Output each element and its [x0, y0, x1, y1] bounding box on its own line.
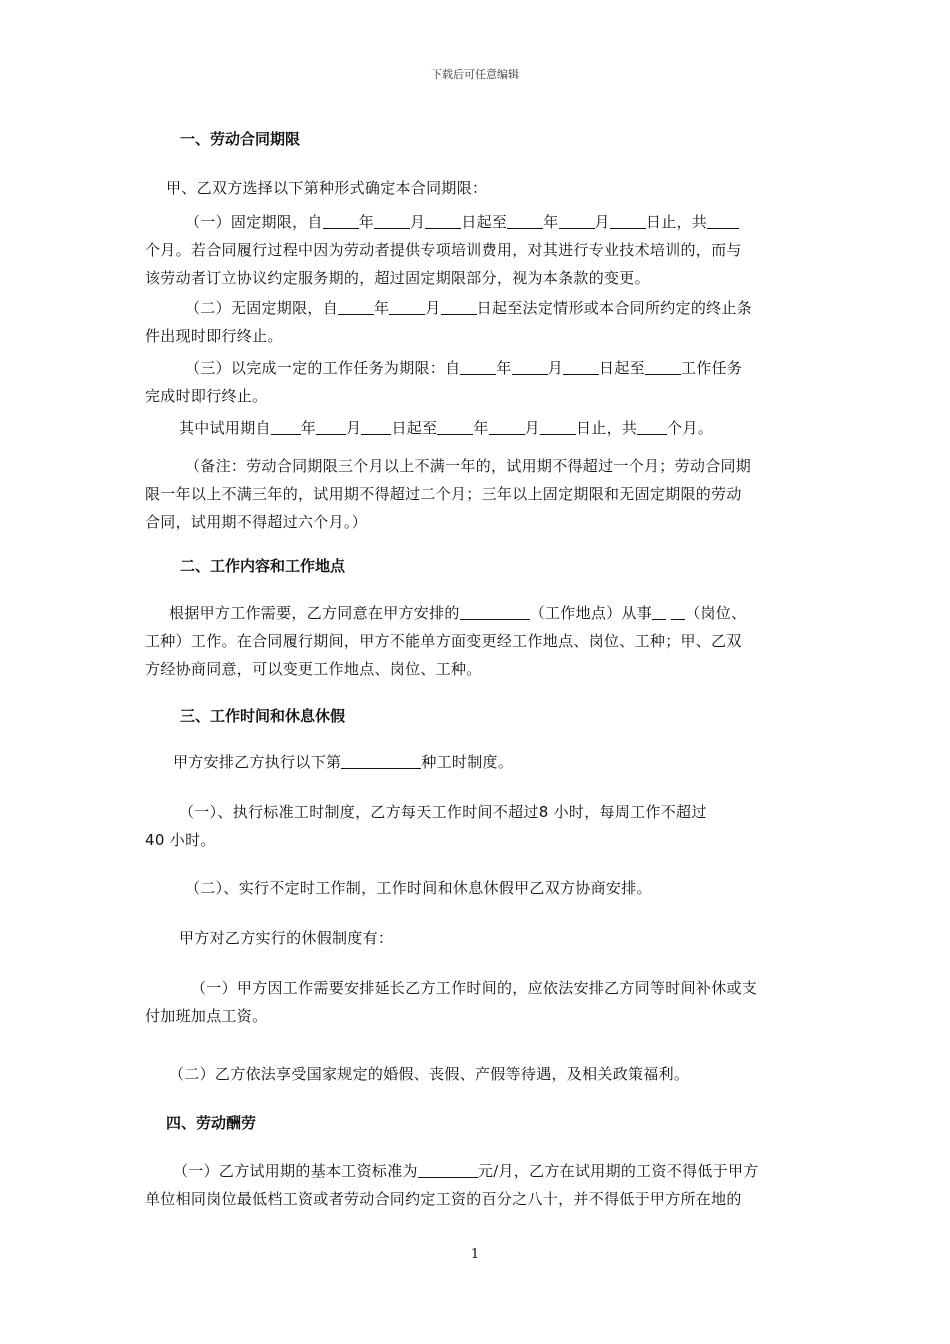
header-note: 下载后可任意编辑: [431, 68, 519, 81]
page-number: 1: [470, 1247, 480, 1262]
blank-field: [489, 419, 525, 435]
blank-field: [460, 604, 530, 620]
s3-intro: 甲方安排乙方执行以下第 种工时制度。: [173, 753, 514, 771]
blank-field: [645, 359, 681, 375]
s4-paragraph: （一）乙方试用期的基本工资标准为 元/月，乙方在试用期的工资不得低于甲方 单位相同岗位最低档工资或者劳动合同约定工资的百分之八十，并不得低于甲方所在地的: [145, 1162, 759, 1208]
s1-probation: 其中试用期自 年 月 日起至 年 月 日止，共 个月。: [179, 419, 714, 437]
blank-field: [441, 299, 477, 315]
blank-field: [540, 419, 576, 435]
section-2-title: 二、工作内容和工作地点: [180, 557, 346, 575]
s2-paragraph: 根据甲方工作需要，乙方同意在甲方安排的 （工作地点）从事 （岗位、 工种）工作。在合同履行期间，甲方不能单方面变更经工作地点、岗位、工种；甲、乙双 方经协商同意，可以变更工作地点、岗位、工种。: [145, 604, 747, 678]
s1-open-term: （二）无固定期限，自 年 月 日起至法定情形或本合同所约定的终止条 件出现时即行终止。: [145, 299, 753, 345]
section-4-title: 四、劳动酬劳: [166, 1114, 257, 1132]
blank-field: [563, 359, 599, 375]
blank-field: [323, 213, 359, 229]
s1-note: （备注：劳动合同期限三个月以上不满一年的，试用期不得超过一个月；劳动合同期 限一年以上不满三年的，试用期不得超过二个月；三年以上固定期限和无固定期限的劳动 合同，试用期不得超过六个月。）: [145, 457, 752, 531]
s1-fixed-term: （一）固定期限，自 年 月 日起至 年 月 日止，共 个月。若合同履行过程中因为劳动者提供专项培训费用，对其进行专业技术培训的，而与 该劳动者订立协议约定服务期的，超过固定期限部分，视为本条款的变更。: [145, 213, 742, 287]
blank-field: [338, 299, 374, 315]
blank-field: [707, 213, 739, 229]
blank-field: [460, 359, 496, 375]
blank-field: [637, 419, 667, 435]
blank-field: [652, 604, 666, 620]
blank-field: [374, 213, 410, 229]
section-3-title: 三、工作时间和休息休假: [180, 707, 346, 725]
blank-field: [671, 604, 685, 620]
s3-leave-intro: 甲方对乙方实行的休假制度有：: [179, 929, 394, 947]
blank-field: [610, 213, 646, 229]
blank-field: [271, 419, 301, 435]
s3-flexible-hours: （二）、实行不定时工作制，工作时间和休息休假甲乙双方协商安排。: [185, 879, 652, 897]
blank-field: [316, 419, 346, 435]
blank-field: [389, 299, 425, 315]
s3-overtime: （一）甲方因工作需要安排延长乙方工作时间的，应依法安排乙方同等时间补休或支 付加班加点工资。: [145, 979, 758, 1025]
s3-benefits: （二）乙方依法享受国家规定的婚假、丧假、产假等待遇，及相关政策福利。: [169, 1065, 690, 1083]
blank-field: [425, 213, 461, 229]
blank-field: [437, 419, 473, 435]
blank-field: [512, 359, 548, 375]
blank-field: [559, 213, 595, 229]
s3-standard-hours: （一）、执行标准工时制度，乙方每天工作时间不超过8 小时，每周工作不超过 40 小时。: [145, 803, 707, 849]
s1-intro: 甲、乙双方选择以下第种形式确定本合同期限：: [166, 179, 488, 197]
s1-task-term: （三）以完成一定的工作任务为期限：自 年 月 日起至 工作任务 完成时即行终止。: [145, 359, 743, 405]
blank-field: [341, 753, 421, 769]
blank-field: [418, 1162, 478, 1178]
blank-field: [507, 213, 543, 229]
section-1-title: 一、劳动合同期限: [180, 130, 301, 148]
blank-field: [361, 419, 391, 435]
